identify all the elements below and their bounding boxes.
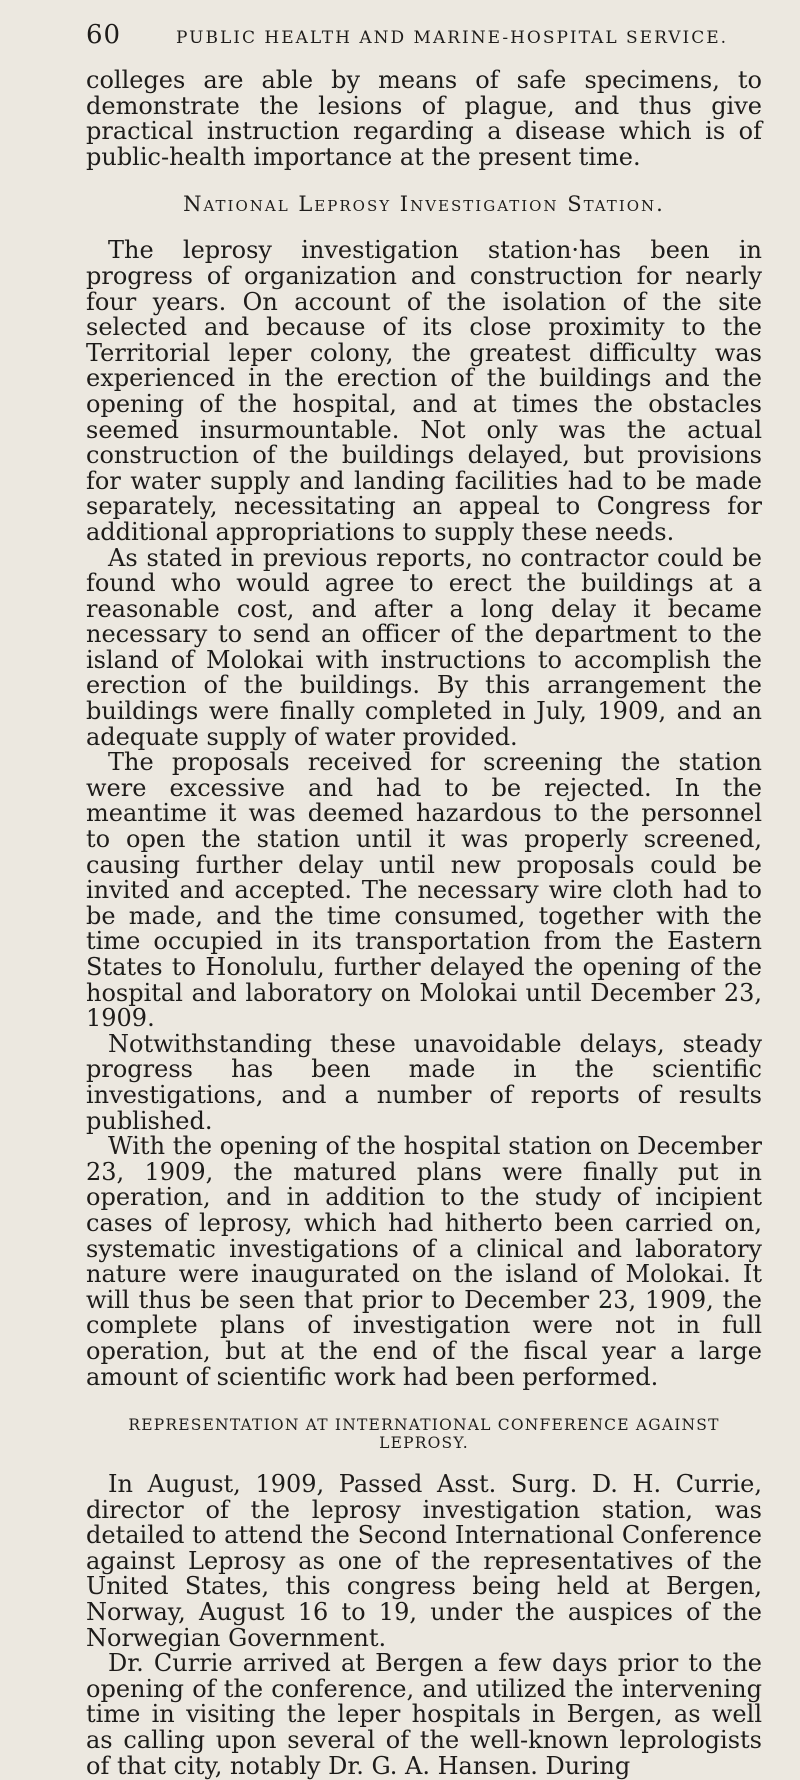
intro-paragraph: colleges are able by means of safe specimens, to demonstrate the lesions of plague, and thus give practical instruction regarding a disease which is of public-health importance at the present time. — [86, 66, 762, 171]
paragraph: Notwithstanding these unavoidable delays, steady progress has been made in the scientific investigations, and a number of reports of results published. — [86, 1029, 762, 1135]
paragraph: With the opening of the hospital station on December 23, 1909, the matured plans were finally put in operation, and in addition to the study of incipient cases of leprosy, which had hitherto been carried on, systematic investigations of a clinical and laboratory nature were inaugurated on the island of Molokai. It will thus be seen that prior to December 23, 1909, the complete plans of investigation were not in full operation, but at the end of the fiscal year a large amount of scientific work had been performed. — [86, 1132, 762, 1391]
paragraph: The leprosy investigation station·has been in progress of organization and construction for nearly four years. On account of the isolation of the site selected and because of its close proximity to the Territorial leper colony, the greatest difficulty was experienced in the erection of the buildings and the opening of the hospital, and at times the obstacles seemed insurmountable. Not only was the actual construction of the buildings delayed, but provisions for water supply and landing facilities had to be made separately, necessitating an appeal to Congress for additional appropriations to supply these needs. — [86, 236, 762, 546]
page-number: 60 — [86, 20, 122, 50]
paragraph: In August, 1909, Passed Asst. Surg. D. H. Currie, director of the leprosy investigation station, was detailed to attend the Second International Conference against Leprosy as one of the representatives of the United States, this congress being held at Bergen, Norway, August 16 to 19, under the auspices of the Norwegian Government. — [86, 1470, 762, 1652]
paragraph: The proposals received for screening the station were excessive and had to be rejected. In the meantime it was deemed hazardous to the personnel to open the station until it was properly screened, causing further delay until new proposals could be invited and accepted. The necessary wire cloth had to be made, and the time consumed, together with the time occupied in its transportation from the Eastern States to Honolulu, further delayed the opening of the hospital and laboratory on Molokai until December 23, 1909. — [86, 748, 762, 1033]
running-header — [86, 20, 762, 68]
paragraph: As stated in previous reports, no contractor could be found who would agree to erect the buildings at a reasonable cost, and after a long delay it became necessary to send an officer of the department to the island of Molokai with instructions to accomplish the erection of the buildings. By this arrangement the buildings were finally completed in July, 1909, and an adequate supply of water provided. — [86, 543, 762, 751]
section-heading-leprosy-station: National Leprosy Investigation Station. — [183, 192, 665, 217]
running-title: PUBLIC HEALTH AND MARINE-HOSPITAL SERVICE. — [176, 28, 729, 48]
paragraph: Dr. Currie arrived at Bergen a few days prior to the opening of the conference, and utilized the intervening time in visiting the leper hospitals in Bergen, as well as calling upon several of the well-known leprologists of that city, notably Dr. G. A. Hansen. During — [86, 1649, 762, 1780]
section-heading-conference: REPRESENTATION AT INTERNATIONAL CONFERENCE AGAINST LEPROSY. — [128, 1416, 720, 1453]
